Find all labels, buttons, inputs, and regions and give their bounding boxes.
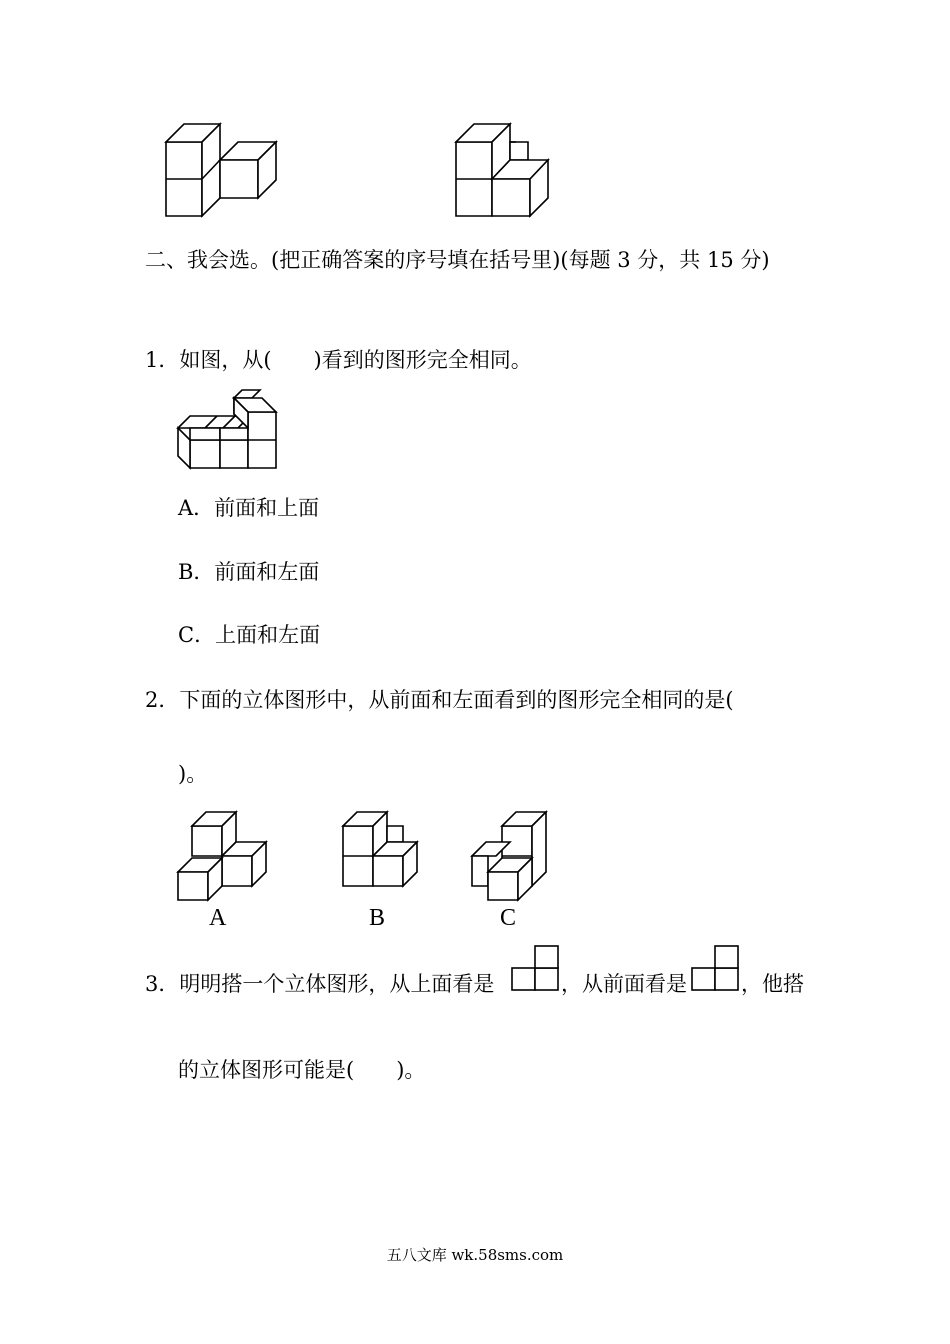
question-3-stem-part2: ，从前面看是	[561, 972, 687, 996]
page-footer: 五八文库 wk.58sms.com	[386, 1246, 564, 1264]
question-2-label-b: B	[369, 905, 386, 931]
question-2-stem-line2: )。	[178, 762, 208, 786]
question-3-stem-line2: 的立体图形可能是( )。	[178, 1058, 426, 1082]
question-1-stem: 1．如图，从( )看到的图形完全相同。	[145, 348, 532, 372]
question-1-cube-figure	[172, 392, 284, 474]
question-2-label-c: C	[500, 905, 517, 931]
top-cube-figure-2	[450, 118, 560, 222]
question-2-label-a: A	[209, 905, 227, 931]
question-2-option-c-figure	[466, 806, 556, 904]
question-1-option-b: B．前面和左面	[178, 560, 320, 584]
question-3-stem-part3: ，他搭	[741, 972, 804, 996]
question-1-option-c: C．上面和左面	[178, 623, 321, 647]
question-3-top-view-figure	[511, 944, 561, 992]
question-2-option-a-figure	[172, 806, 272, 904]
question-2-stem-line1: 2．下面的立体图形中，从前面和左面看到的图形完全相同的是(	[145, 688, 734, 712]
question-1-option-a: A．前面和上面	[178, 496, 320, 520]
section-heading: 二、我会选。(把正确答案的序号填在括号里)(每题 3 分，共 15 分)	[145, 248, 770, 272]
top-cube-figure-1	[160, 118, 290, 222]
question-3-front-view-figure	[691, 944, 741, 992]
question-2-option-b-figure	[337, 806, 427, 894]
question-3-stem-part1: 3．明明搭一个立体图形，从上面看是	[145, 972, 495, 996]
